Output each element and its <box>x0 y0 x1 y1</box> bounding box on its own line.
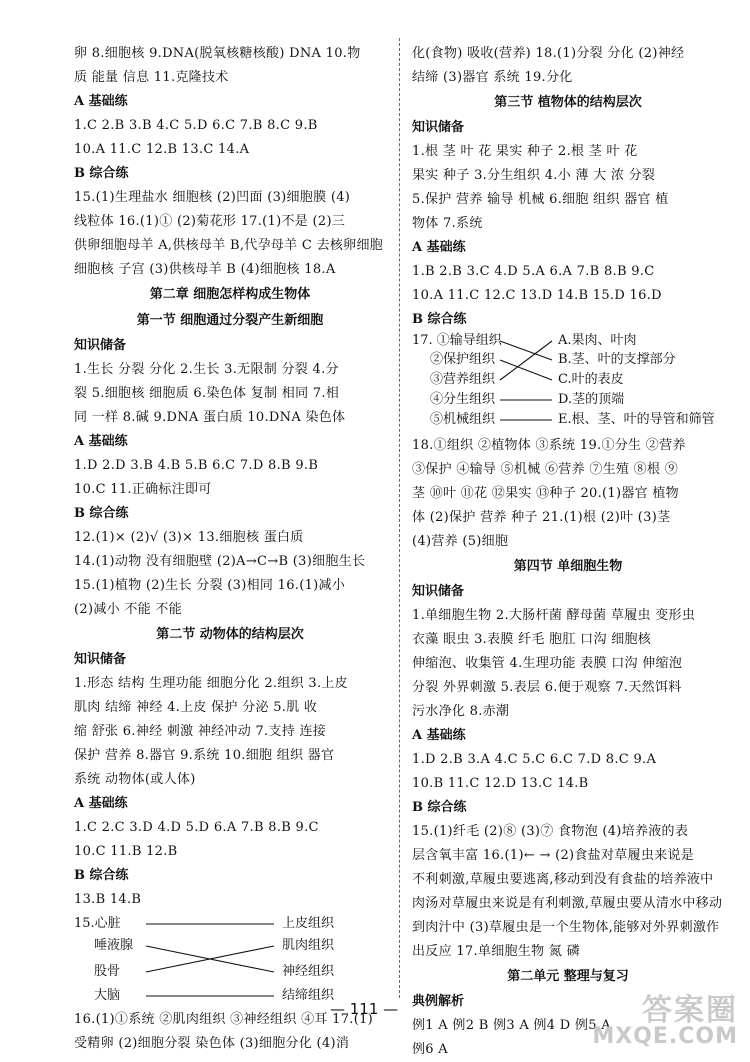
text-line: 分裂 外界刺激 5.表层 6.便于观察 7.天然饵料 <box>412 680 682 695</box>
text-line: 10.A 11.C 12.B 13.C 14.A <box>74 142 250 157</box>
text-line: 1.D 2.B 3.A 4.C 5.C 6.C 7.D 8.C 9.A <box>412 752 657 767</box>
text-line: 物体 7.系统 <box>412 216 483 231</box>
section-label: A 基础练 <box>74 434 128 449</box>
text-line: 茎 ⑩叶 ⑪花 ⑫果实 ⑬种子 20.(1)器官 植物 <box>412 486 679 501</box>
text-line: 10.A 11.C 12.C 13.D 14.B 15.D 16.D <box>412 288 662 303</box>
text-line: 结缔 (3)器官 系统 19.分化 <box>412 70 573 85</box>
text-line: 保护 营养 8.器官 9.系统 10.细胞 组织 器官 <box>74 748 335 763</box>
text-line: ③保护 ④输导 ⑤机械 ⑥营养 ⑦生殖 ⑧根 ⑨ <box>412 462 678 477</box>
text-line: 1.形态 结构 生理功能 细胞分化 2.组织 3.上皮 <box>74 676 348 691</box>
text-line: 线粒体 16.(1)① (2)菊花形 17.(1)不是 (2)三 <box>74 214 346 229</box>
text-line: 例6 A <box>412 1042 448 1057</box>
match-right-item: 神经组织 <box>282 964 335 979</box>
column-divider <box>399 38 400 998</box>
text-line: 5.保护 营养 输导 机械 6.细胞 组织 器官 植 <box>412 192 669 207</box>
section-label: A 基础练 <box>74 94 128 109</box>
text-line: 同 一样 8.碱 9.DNA 蛋白质 10.DNA 染色体 <box>74 410 346 425</box>
text-line: 例1 A 例2 B 例3 A 例4 D 例5 A <box>412 1018 611 1033</box>
watermark-text: 答案圈 <box>642 993 738 1028</box>
text-line: 16.(1)①系统 ②肌肉组织 ③神经组织 ④耳 17.(1) <box>74 1012 374 1027</box>
text-line: 14.(1)动物 没有细胞壁 (2)A→C→B (3)细胞生长 <box>74 554 366 569</box>
text-line: 质 能量 信息 11.克隆技术 <box>74 70 229 85</box>
text-line: 缩 舒张 6.神经 刺激 神经冲动 7.支持 连接 <box>74 724 327 739</box>
text-line: (2)减小 不能 不能 <box>74 602 182 617</box>
right-column <box>412 42 724 1062</box>
section-title: 第一节 细胞通过分裂产生新细胞 <box>136 313 324 328</box>
text-line: 10.C 11.正确标注即可 <box>74 482 212 497</box>
left-column <box>74 42 386 1056</box>
match-left-item: 唾液腺 <box>94 938 134 953</box>
match-left-item: 股骨 <box>94 964 121 979</box>
section-label: 知识储备 <box>412 584 465 599</box>
section-label: A 基础练 <box>74 796 128 811</box>
watermark-logo <box>592 993 738 1049</box>
text-line: 1.根 茎 叶 花 果实 种子 2.根 茎 叶 花 <box>412 144 638 159</box>
text-line: 1.C 2.B 3.B 4.C 5.D 6.C 7.B 8.C 9.B <box>74 118 318 133</box>
match-left-item: ⑤机械组织 <box>430 412 496 427</box>
match-right-item: D.茎的顶端 <box>558 392 625 407</box>
section-label: 典例解析 <box>412 994 465 1009</box>
match-right-item: A.果肉、叶肉 <box>558 333 637 348</box>
text-line: 伸缩泡、收集管 4.生理功能 表膜 口沟 伸缩泡 <box>412 656 683 671</box>
text-line: 污水净化 8.赤潮 <box>412 704 510 719</box>
text-line: 供卵细胞母羊 A,供核母羊 B,代孕母羊 C 去核卵细胞 <box>74 238 384 253</box>
section-title: 第四节 单细胞生物 <box>513 559 623 574</box>
text-line: 1.C 2.C 3.D 4.D 5.D 6.A 7.B 8.B 9.C <box>74 820 319 835</box>
section-label: 知识储备 <box>74 338 127 353</box>
match-right-item: 结缔组织 <box>282 988 335 1003</box>
section-label: B 综合练 <box>412 312 467 327</box>
text-line: 10.C 11.B 12.B <box>74 844 178 859</box>
text-line: 不利刺激,草履虫要逃离,移动到没有食盐的培养液中 <box>412 872 714 887</box>
text-line: 体 (2)保护 营养 种子 21.(1)根 (2)叶 (3)茎 <box>412 510 671 525</box>
text-line: 13.B 14.B <box>74 892 142 907</box>
text-line: 出反应 17.单细胞生物 氮 磷 <box>412 944 580 959</box>
text-line: 裂 5.细胞核 细胞质 6.染色体 复制 相同 7.相 <box>74 386 340 401</box>
section-label: 知识储备 <box>412 120 465 135</box>
section-label: B 综合练 <box>412 800 467 815</box>
watermark-url: MXQE.COM <box>592 1024 738 1049</box>
text-line: 10.B 11.C 12.D 13.C 14.B <box>412 776 589 791</box>
match-right-item: 上皮组织 <box>282 916 335 931</box>
text-line: 1.D 2.D 3.B 4.B 5.B 6.C 7.D 8.B 9.B <box>74 458 319 473</box>
text-line: 细胞核 子宫 (3)供核母羊 B (4)细胞核 18.A <box>74 262 336 277</box>
matching-diagram-plant-tissues <box>412 332 724 434</box>
section-label: A 基础练 <box>412 240 466 255</box>
match-left-item: ④分生组织 <box>430 392 496 407</box>
matching-diagram-tissues <box>74 912 386 1008</box>
section-label: B 综合练 <box>74 868 129 883</box>
text-line: 15.(1)生理盐水 细胞核 (2)凹面 (3)细胞膜 (4) <box>74 190 351 205</box>
text-line: 受精卵 (2)细胞分裂 染色体 (3)细胞分化 (4)消 <box>74 1036 350 1051</box>
section-title: 第二节 动物体的结构层次 <box>156 627 304 642</box>
text-line: 肉汤对草履虫来说是有利刺激,草履虫要从清水中移动 <box>412 896 723 911</box>
match-left-item: ③营养组织 <box>430 372 496 387</box>
match-left-item: 17. ①输导组织 <box>412 333 502 348</box>
text-line: 到肉汁中 (3)草履虫是一个生物体,能够对外界刺激作 <box>412 920 720 935</box>
page-number: — 111 — <box>330 1000 399 1018</box>
section-label: B 综合练 <box>74 166 129 181</box>
text-line: 12.(1)× (2)√ (3)× 13.细胞核 蛋白质 <box>74 530 304 545</box>
match-right-item: E.根、茎、叶的导管和筛管 <box>558 412 715 427</box>
text-line: 1.生长 分裂 分化 2.生长 3.无限制 分裂 4.分 <box>74 362 339 377</box>
text-line: 1.单细胞生物 2.大肠杆菌 酵母菌 草履虫 变形虫 <box>412 608 696 623</box>
section-label: A 基础练 <box>412 728 466 743</box>
text-line: 15.(1)植物 (2)生长 分裂 (3)相同 16.(1)减小 <box>74 578 346 593</box>
text-line: (4)营养 (5)细胞 <box>412 534 509 549</box>
unit-title: 第二单元 整理与复习 <box>507 969 629 984</box>
text-line: 18.①组织 ②植物体 ③系统 19.①分生 ②营养 <box>412 438 686 453</box>
text-line: 衣藻 眼虫 3.表膜 纤毛 胞肛 口沟 细胞核 <box>412 632 652 647</box>
match-left-item: ②保护组织 <box>430 352 496 367</box>
text-line: 肌肉 结缔 神经 4.上皮 保护 分泌 5.肌 收 <box>74 700 318 715</box>
match-left-item: 15.心脏 <box>74 916 121 931</box>
match-right-item: B.茎、叶的支撑部分 <box>558 352 676 367</box>
text-line: 层含氧丰富 16.(1)← → (2)食盐对草履虫来说是 <box>412 848 695 863</box>
section-title: 第三节 植物体的结构层次 <box>494 95 642 110</box>
text-line: 卵 8.细胞核 9.DNA(脱氧核糖核酸) DNA 10.物 <box>74 46 361 61</box>
text-line: 15.(1)纤毛 (2)⑧ (3)⑦ 食物泡 (4)培养液的表 <box>412 824 689 839</box>
text-line: 果实 种子 3.分生组织 4.小 薄 大 浓 分裂 <box>412 168 656 183</box>
section-label: B 综合练 <box>74 506 129 521</box>
chapter-title: 第二章 细胞怎样构成生物体 <box>149 287 311 302</box>
text-line: 系统 动物体(或人体) <box>74 772 196 787</box>
match-right-item: 肌肉组织 <box>282 938 335 953</box>
match-right-item: C.叶的表皮 <box>558 372 624 387</box>
section-label: 知识储备 <box>74 652 127 667</box>
text-line: 1.B 2.B 3.C 4.D 5.A 6.A 7.B 8.B 9.C <box>412 264 655 279</box>
text-line: 化(食物) 吸收(营养) 18.(1)分裂 分化 (2)神经 <box>412 46 685 61</box>
match-left-item: 大脑 <box>94 988 121 1003</box>
